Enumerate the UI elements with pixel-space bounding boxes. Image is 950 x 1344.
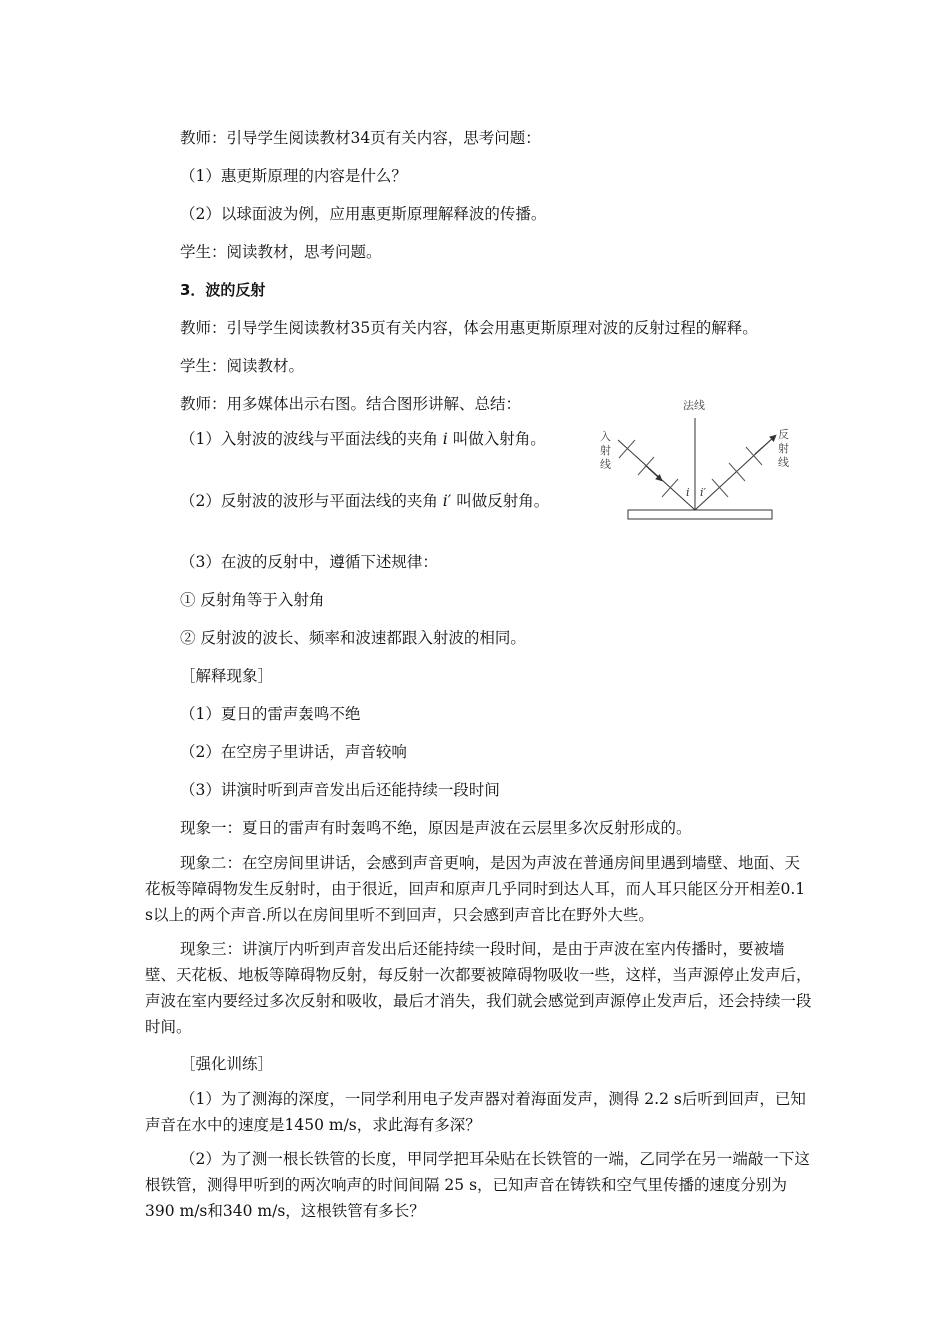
text-line: （2）在空房子里讲话，声音较响	[180, 743, 407, 761]
text-line: 现象一：夏日的雷声有时轰鸣不绝，原因是声波在云层里多次反射形成的。	[180, 819, 692, 837]
reflected-label-1: 反	[778, 428, 789, 441]
angle-i-prime-label: i′	[700, 486, 707, 499]
definition-reflection-angle: （2）反射波的波形与平面法线的夹角 i′ 叫做反射角。	[180, 492, 550, 510]
text-line: 学生：阅读教材，思考问题。	[180, 243, 382, 261]
text-line: （1）惠更斯原理的内容是什么？	[180, 167, 407, 185]
exercise-2: （2）为了测一根长铁管的长度，甲同学把耳朵贴在长铁管的一端，乙同学在另一端敲一下这根铁管，测得甲听到的两次响声的时间间隔 25 s，已知声音在铸铁和空气里传播的速度分别为390 m/s和340 m/s，这根铁管有多长？	[145, 1150, 810, 1220]
incident-ray	[618, 440, 695, 510]
text-line: 教师：引导学生阅读教材34页有关内容，思考问题：	[180, 129, 541, 147]
text-line: ［解释现象］	[180, 667, 274, 685]
exercise-1: （1）为了测海的深度，一同学利用电子发声器对着海面发声，测得 2.2 s后听到回声，已知声音在水中的速度是1450 m/s，求此海有多深？	[145, 1090, 806, 1134]
text-line: 教师：引导学生阅读教材35页有关内容，体会用惠更斯原理对波的反射过程的解释。	[180, 319, 758, 337]
text-line: （3）在波的反射中，遵循下述规律：	[180, 553, 438, 571]
text-line: （2）以球面波为例，应用惠更斯原理解释波的传播。	[180, 205, 547, 223]
text-line: ② 反射波的波长、频率和波速都跟入射波的相同。	[180, 629, 526, 647]
text-line: ① 反射角等于入射角	[180, 591, 325, 609]
reflected-label-3: 线	[778, 456, 789, 469]
incident-label-2: 射	[600, 444, 611, 457]
paragraph-phenomenon-3: 现象三：讲演厅内听到声音发出后还能持续一段时间，是由于声波在室内传播时，要被墙壁、天花板、地板等障碍物反射，每反射一次都要被障碍物吸收一些，这样，当声源停止发声后，声波在室内要经过多次反射和吸收，最后才消失，我们就会感觉到声源停止发声后，还会持续一段时间。	[145, 940, 812, 1036]
definition-incident-angle: （1）入射波的波线与平面法线的夹角 i 叫做入射角。	[180, 430, 546, 448]
paragraph-phenomenon-2: 现象二：在空房间里讲话，会感到声音更响，是因为声波在普通房间里遇到墙壁、地面、天花板等障碍物发生反射时，由于很近，回声和原声几乎同时到达人耳，而人耳只能区分开相差0.1 s以上的两个声音.所以在房间里听不到回声，只会感到声音比在野外大些。	[145, 854, 806, 924]
section-heading: 3．波的反射	[180, 281, 266, 299]
incident-label-1: 入	[600, 430, 611, 443]
angle-i-label: i	[686, 486, 690, 499]
normal-label: 法线	[683, 399, 705, 412]
reflection-diagram-svg	[590, 388, 790, 528]
reflected-label-2: 射	[778, 442, 789, 455]
reflected-arrow	[755, 437, 774, 454]
incident-arrow	[645, 465, 660, 479]
text-line: 教师：用多媒体出示右图。结合图形讲解、总结：	[180, 395, 522, 413]
text-line: ［强化训练］	[180, 1055, 274, 1073]
text-line: 学生：阅读教材。	[180, 357, 305, 375]
text-line: （3）讲演时听到声音发出后还能持续一段时间	[180, 781, 500, 799]
text-line: （1）夏日的雷声轰鸣不绝	[180, 705, 361, 723]
reflecting-surface	[628, 510, 772, 519]
reflection-diagram	[590, 388, 790, 528]
incident-label-3: 线	[600, 458, 611, 471]
